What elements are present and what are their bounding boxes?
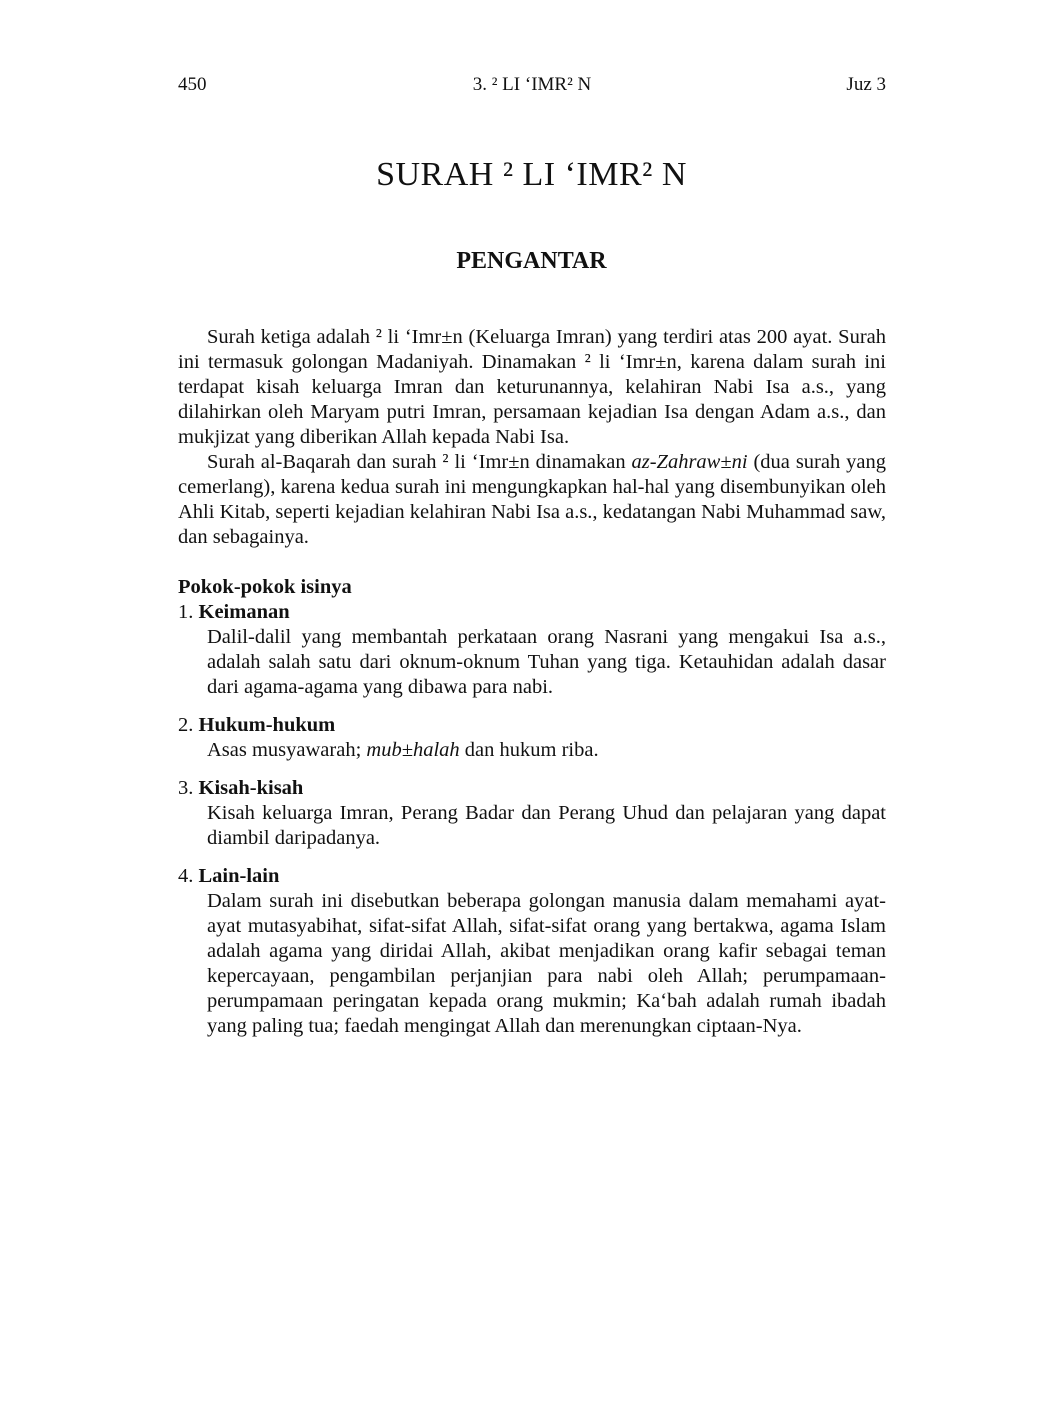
item-number: 4. bbox=[178, 865, 194, 887]
item-body-text-b: dan hukum riba. bbox=[459, 739, 599, 761]
item-heading bbox=[178, 776, 886, 801]
running-header bbox=[178, 72, 886, 98]
page-number: 450 bbox=[178, 74, 207, 95]
item-body: Kisah keluarga Imran, Perang Badar dan Perang Uhud dan pelajaran yang dapat diambil daripadanya. bbox=[207, 802, 886, 849]
section-subtitle: PENGANTAR bbox=[456, 248, 607, 274]
content-item-keimanan bbox=[178, 600, 886, 700]
item-heading bbox=[178, 864, 886, 889]
main-content bbox=[178, 325, 886, 1039]
item-number: 1. bbox=[178, 601, 194, 623]
intro-paragraph-2 bbox=[178, 450, 886, 550]
intro-paragraph-2-italic-term: az-Zahraw±ni bbox=[631, 451, 748, 473]
item-heading bbox=[178, 713, 886, 738]
content-item-kisah bbox=[178, 776, 886, 851]
item-body-text-a: Asas musyawarah; bbox=[207, 739, 367, 761]
item-body-italic-term: mub±halah bbox=[366, 739, 460, 761]
contents-heading: Pokok-pokok isinya bbox=[178, 576, 352, 598]
item-body: Dalil-dalil yang membantah perkataan orang Nasrani yang mengakui Isa a.s., adalah salah satu dari oknum-oknum Tuhan yang tiga. Ketauhidan adalah dasar dari agama-agama yang dibawa para nabi. bbox=[207, 626, 886, 698]
item-title: Kisah-kisah bbox=[198, 777, 304, 799]
item-title: Keimanan bbox=[198, 601, 290, 623]
item-title: Lain-lain bbox=[198, 865, 280, 887]
intro-paragraph-2-text-a: Surah al-Baqarah dan surah ² li ‘Imr±n dinamakan bbox=[207, 451, 632, 473]
item-heading bbox=[178, 600, 886, 625]
content-item-lain-lain bbox=[178, 864, 886, 1039]
item-number: 2. bbox=[178, 714, 194, 736]
item-number: 3. bbox=[178, 777, 194, 799]
item-body bbox=[178, 738, 886, 763]
intro-paragraph-2-text-b: (dua surah yang cemerlang), karena kedua surah ini mengungkapkan hal-hal yang disembunyikan oleh Ahli Kitab, seperti kejadian kelahiran Nabi Isa a.s., kedatangan Nabi Muhammad saw, dan sebagainya. bbox=[178, 451, 886, 548]
chapter-header: 3. ² LI ‘IMR² N bbox=[472, 74, 592, 95]
item-body: Dalam surah ini disebutkan beberapa golongan manusia dalam memahami ayat-ayat mutasyabihat, sifat-sifat Allah, sifat-sifat orang yang bertakwa, agama Islam adalah agama yang diridai Allah, akibat menjadikan orang kafir sebagai teman kepercayaan, pengambilan perjanjian para nabi oleh Allah; perumpamaan-perumpamaan peringatan kepada orang mukmin; Ka‘bah adalah rumah ibadah yang paling tua; faedah mengingat Allah dan merenungkan ciptaan-Nya. bbox=[207, 890, 886, 1037]
content-item-hukum bbox=[178, 713, 886, 763]
page-title: SURAH ² LI ‘IMR² N bbox=[376, 156, 687, 193]
juz-label: Juz 3 bbox=[846, 74, 886, 95]
intro-paragraph-1: Surah ketiga adalah ² li ‘Imr±n (Keluarga Imran) yang terdiri atas 200 ayat. Surah ini termasuk golongan Madaniyah. Dinamakan ² li ‘Imr±n, karena dalam surah ini terdapat kisah keluarga Imran dan keturunannya, kelahiran Nabi Isa a.s., yang dilahirkan oleh Maryam putri Imran, persamaan kejadian Isa dengan Adam a.s., dan mukjizat yang diberikan Allah kepada Nabi Isa. bbox=[178, 326, 886, 448]
item-title: Hukum-hukum bbox=[198, 714, 336, 736]
